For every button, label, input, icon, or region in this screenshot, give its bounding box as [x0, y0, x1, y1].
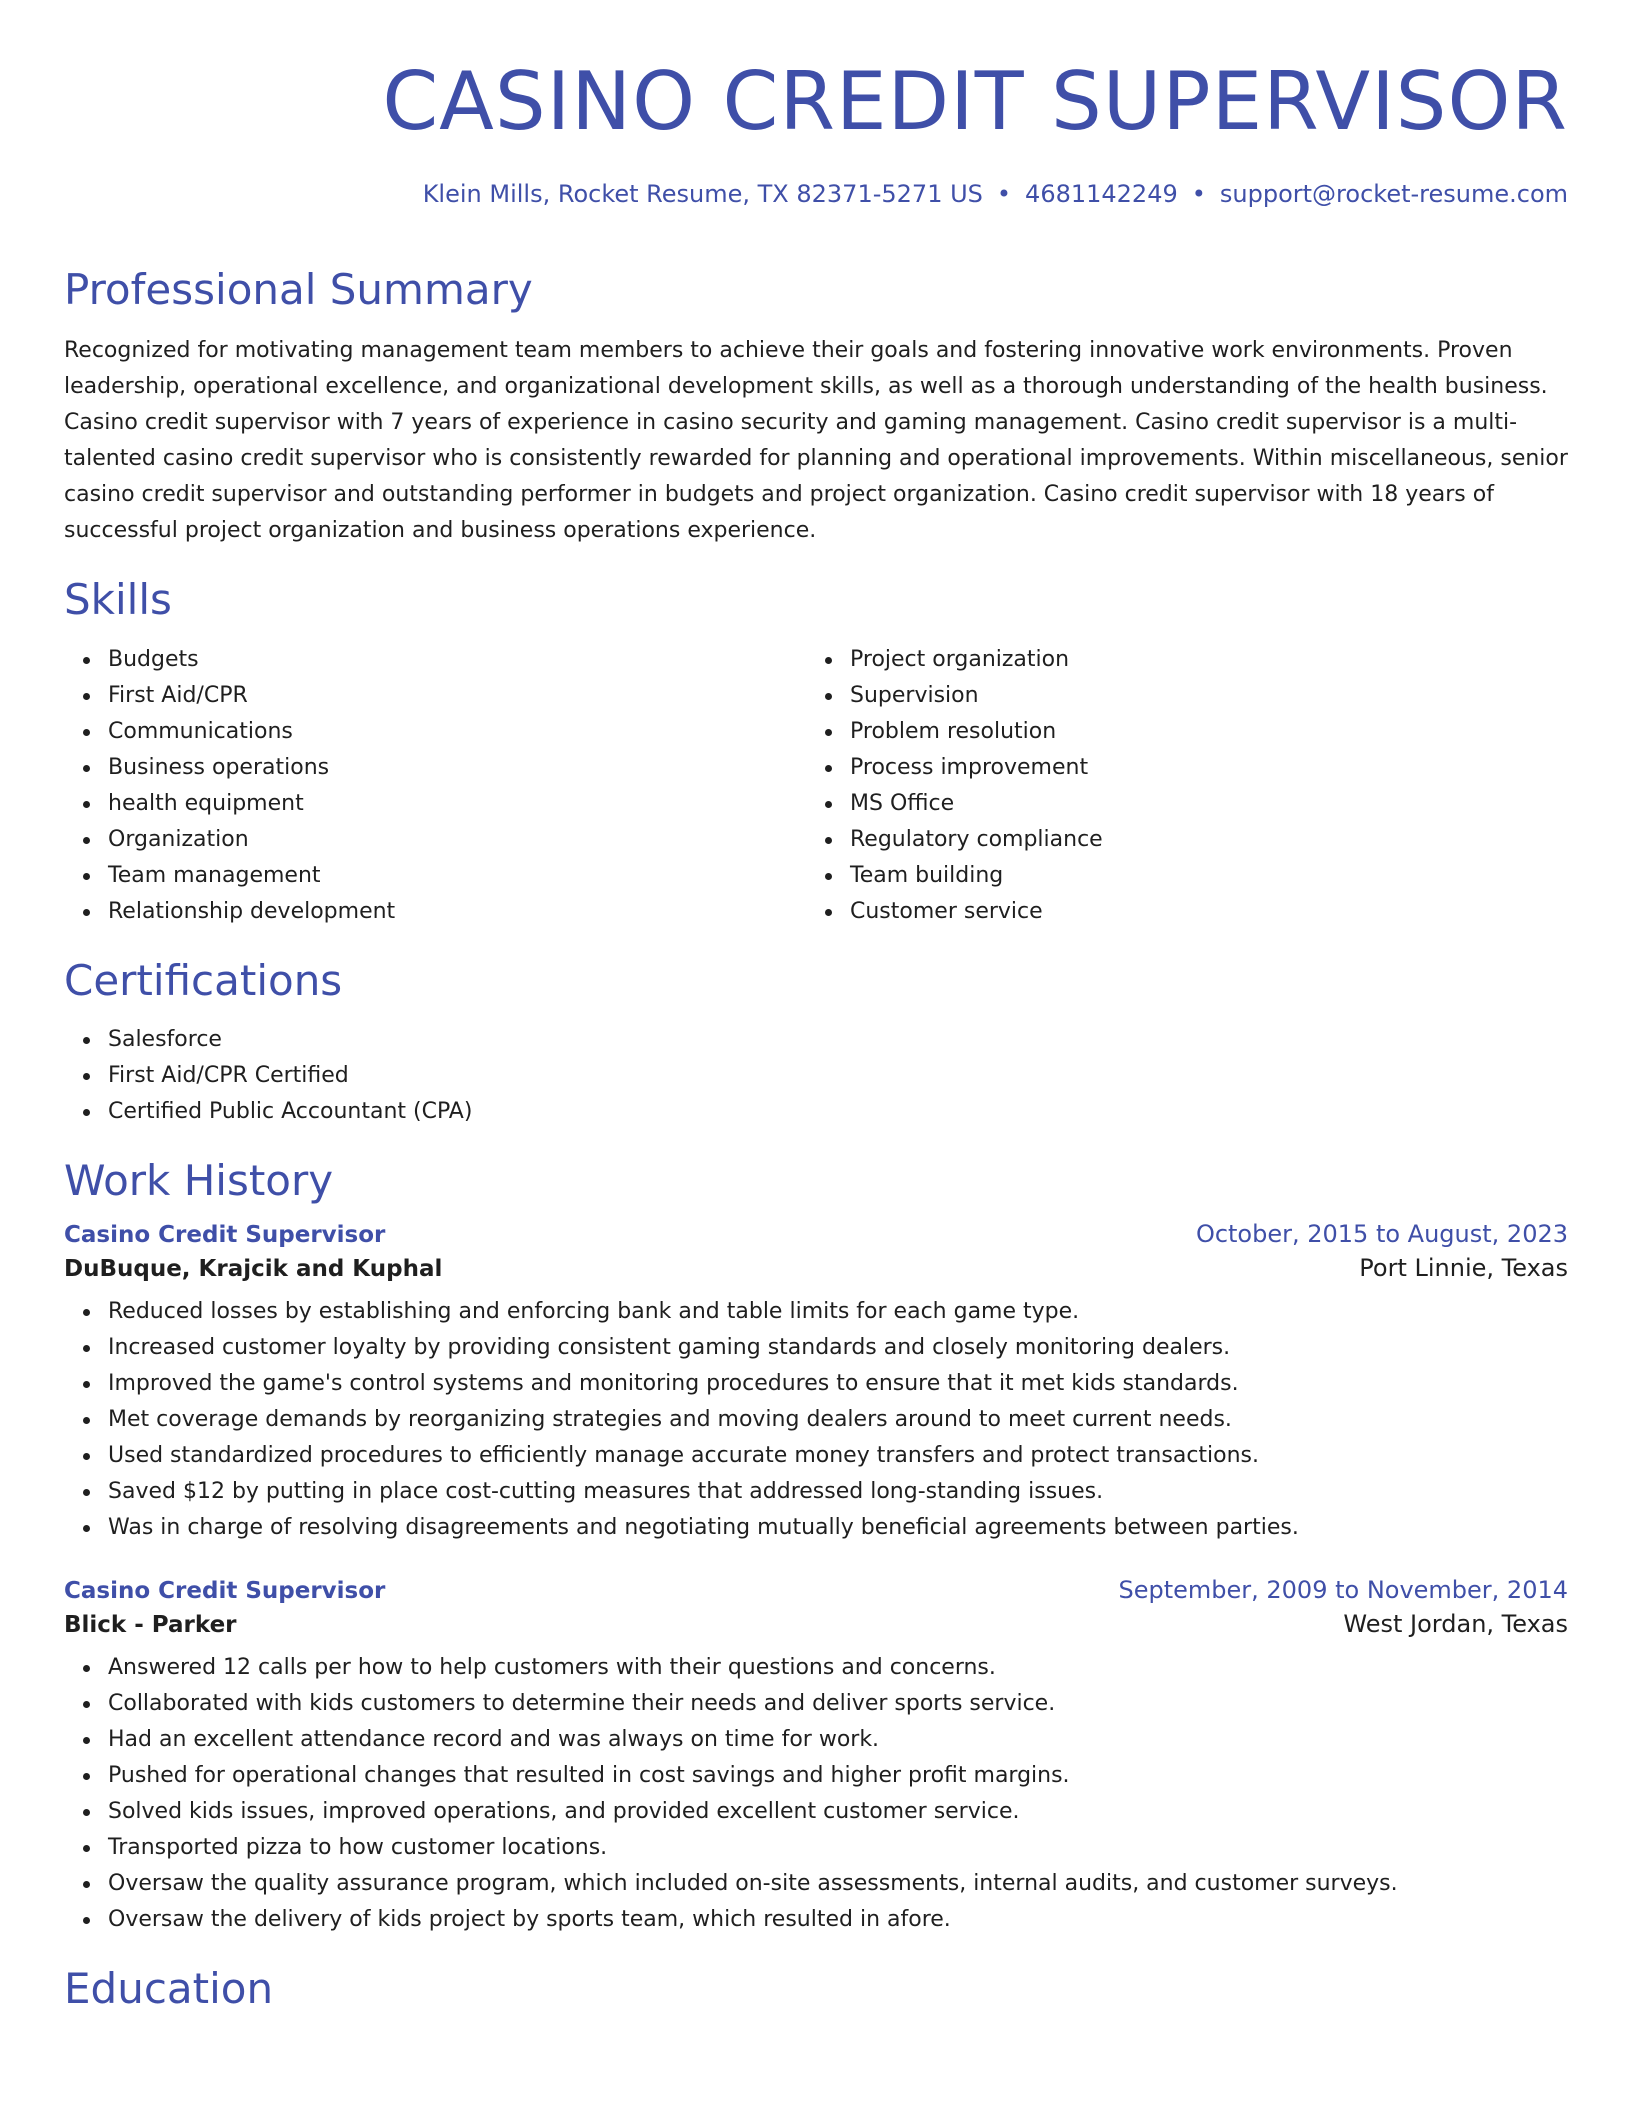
skill-item: Team management: [108, 858, 806, 894]
certification-item: Certified Public Accountant (CPA): [108, 1094, 1568, 1130]
skills-column-left: [64, 642, 806, 930]
work-history-heading: Work History: [64, 1155, 334, 1205]
contact-separator: •: [996, 180, 1012, 208]
contact-line: [64, 180, 1568, 209]
skill-item: health equipment: [108, 786, 806, 822]
contact-email: support@rocket-resume.com: [1219, 180, 1568, 208]
skill-item: Problem resolution: [850, 714, 1548, 750]
contact-separator: •: [1191, 180, 1206, 208]
skill-item: Team building: [850, 858, 1548, 894]
job-bullet: Used standardized procedures to efficiently manage accurate money transfers and protect transactions.: [108, 1438, 1568, 1474]
job-bullets: [64, 1650, 1568, 1938]
job-dates: September, 2009 to November, 2014: [1118, 1576, 1568, 1605]
job-bullet: Collaborated with kids customers to determine their needs and deliver sports service.: [108, 1686, 1568, 1722]
skill-item: Business operations: [108, 750, 806, 786]
skills-list: [64, 642, 1568, 930]
skill-item: Regulatory compliance: [850, 822, 1548, 858]
skill-item: Process improvement: [850, 750, 1548, 786]
skill-item: Organization: [108, 822, 806, 858]
job-title: Casino Credit Supervisor: [64, 1578, 386, 1605]
job-bullet: Solved kids issues, improved operations, and provided excellent customer service.: [108, 1794, 1568, 1830]
resume-name: CASINO CREDIT SUPERVISOR: [382, 55, 1568, 148]
job-bullet: Saved $12 by putting in place cost-cutting measures that addressed long-standing issues.: [108, 1474, 1568, 1510]
certification-item: First Aid/CPR Certified: [108, 1058, 1568, 1094]
job-bullet: Reduced losses by establishing and enforcing bank and table limits for each game type.: [108, 1294, 1568, 1330]
job-location: Port Linnie, Texas: [1359, 1254, 1568, 1283]
job-entry: [64, 1220, 1568, 1546]
skills-heading: Skills: [64, 575, 172, 625]
skill-item: Project organization: [850, 642, 1548, 678]
skill-item: Relationship development: [108, 894, 806, 930]
contact-phone: 4681142249: [1025, 180, 1178, 208]
skill-item: Customer service: [850, 894, 1548, 930]
job-bullets: [64, 1294, 1568, 1546]
job-dates: October, 2015 to August, 2023: [1195, 1220, 1568, 1249]
certification-item: Salesforce: [108, 1022, 1568, 1058]
certifications-heading: Certifications: [64, 955, 343, 1005]
job-bullet: Answered 12 calls per how to help customers with their questions and concerns.: [108, 1650, 1568, 1686]
job-bullet: Oversaw the quality assurance program, which included on-site assessments, internal audits, and customer surveys.: [108, 1866, 1568, 1902]
job-location: West Jordan, Texas: [1343, 1610, 1568, 1639]
skill-item: Supervision: [850, 678, 1548, 714]
job-bullet: Met coverage demands by reorganizing strategies and moving dealers around to meet current needs.: [108, 1402, 1568, 1438]
job-bullet: Oversaw the delivery of kids project by sports team, which resulted in afore.: [108, 1902, 1568, 1938]
education-heading: Education: [64, 1964, 274, 2014]
job-bullet: Improved the game's control systems and monitoring procedures to ensure that it met kids standards.: [108, 1366, 1568, 1402]
skill-item: Communications: [108, 714, 806, 750]
job-bullet: Pushed for operational changes that resulted in cost savings and higher profit margins.: [108, 1758, 1568, 1794]
job-company: Blick - Parker: [64, 1612, 237, 1639]
skill-item: First Aid/CPR: [108, 678, 806, 714]
skill-item: MS Office: [850, 786, 1548, 822]
certifications-list: [64, 1022, 1568, 1130]
summary-text: Recognized for motivating management team members to achieve their goals and fostering innovative work environments. Proven leadership, operational excellence, and organizational development skills, as well as a thorough understanding of the health business. Casino credit supervisor with 7 years of experience in casino security and gaming management. Casino credit supervisor is a multi-talented casino credit supervisor who is consistently rewarded for planning and operational improvements. Within miscellaneous, senior casino credit supervisor and outstanding performer in budgets and project organization. Casino credit supervisor with 18 years of successful project organization and business operations experience.: [64, 338, 1568, 544]
job-bullet: Was in charge of resolving disagreements and negotiating mutually beneficial agreements between parties.: [108, 1510, 1568, 1546]
skill-item: Budgets: [108, 642, 806, 678]
resume-page: [64, 0, 1568, 2015]
job-bullet: Increased customer loyalty by providing consistent gaming standards and closely monitoring dealers.: [108, 1330, 1568, 1366]
job-company: DuBuque, Krajcik and Kuphal: [64, 1256, 443, 1283]
summary-heading: Professional Summary: [64, 264, 533, 314]
job-title: Casino Credit Supervisor: [64, 1222, 386, 1249]
job-bullet: Transported pizza to how customer locations.: [108, 1830, 1568, 1866]
contact-address: Klein Mills, Rocket Resume, TX 82371-5271 US: [422, 180, 983, 208]
job-entry: [64, 1576, 1568, 1938]
skills-column-right: [806, 642, 1548, 930]
job-bullet: Had an excellent attendance record and was always on time for work.: [108, 1722, 1568, 1758]
